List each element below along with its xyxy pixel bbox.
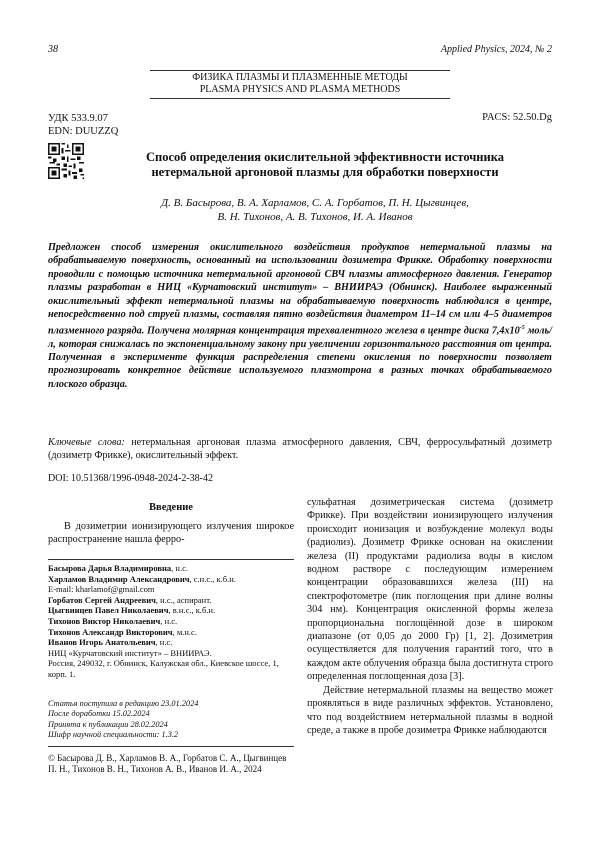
- author-info-line: [48, 584, 294, 595]
- author-details: Россия, 249032, г. Обнинск, Калужская обл., Киевское шоссе, 1, корп. 1.: [48, 658, 279, 679]
- author-details: , н.с.: [160, 615, 178, 626]
- author-info-line: [48, 605, 294, 616]
- author-info-line: [48, 627, 294, 638]
- qr-code-icon: [48, 143, 84, 179]
- author-name: Горбатов Сергей Андреевич: [48, 594, 156, 605]
- authors-line-1: Д. В. Басырова, В. А. Харламов, С. А. Горбатов, П. Н. Цыгвинцев,: [161, 197, 469, 209]
- abstract: [48, 241, 552, 391]
- pacs-code: PACS: 52.50.Dg: [482, 112, 552, 123]
- authors-line-2: В. Н. Тихонов, А. В. Тихонов, И. А. Иванов: [217, 211, 413, 223]
- section-heading-ru: ФИЗИКА ПЛАЗМЫ И ПЛАЗМЕННЫЕ МЕТОДЫ: [192, 72, 408, 83]
- intro-paragraph-2: Действие нетермальной плазмы на вещество может проявляться в виде различных эффектов. Установлено, что под воздействием нетермальной плазмы в водной среде, а также в пробе дозиметра Фрикке наблюдаются: [307, 684, 553, 736]
- author-details: , в.н.с., к.б.н.: [168, 605, 216, 616]
- abstract-text-2: моль/л, которая снижалась по экспоненциальному закону при увеличении горизонтального расстояния от центра. Полученная в эксперименте функция распределения степени окисления по поверхности позволяет прогнозировать конкретное действие используемого плазмотрона в разных точках обрабатываемого плоского образца.: [48, 325, 552, 390]
- keywords-label: Ключевые слова:: [48, 437, 125, 448]
- intro-text-right: [307, 496, 553, 737]
- journal-name: Applied Physics, 2024, № 2: [440, 44, 552, 55]
- copyright: © Басырова Д. В., Харламов В. А., Горбатов С. А., Цыгвинцев П. Н., Тихонов В. Н., Тихонов А. В., Иванов И. А., 2024: [48, 753, 287, 775]
- author-info-line: [48, 563, 294, 574]
- author-info-line: [48, 658, 294, 679]
- intro-text-left: В дозиметрии ионизирующего излучения широкое распространение нашла ферро-: [48, 521, 294, 546]
- intro-heading: Введение: [149, 502, 193, 513]
- edn-code: EDN: DUUZZQ: [48, 126, 119, 137]
- author-info-line: [48, 637, 294, 648]
- footnote-rule: [48, 559, 294, 560]
- author-name: Иванов Игорь Анатольевич: [48, 637, 156, 648]
- date-accepted: Принята к публикации 28.02.2024: [48, 719, 168, 729]
- abstract-exponent: -5: [519, 324, 525, 331]
- author-details: , н.с.: [155, 637, 173, 648]
- section-rule-bottom: [150, 98, 450, 99]
- keywords: [48, 436, 552, 463]
- author-name: Тихонов Александр Викторович: [48, 626, 173, 637]
- intro-paragraph-1: сульфатная дозиметрическая система (дозиметр Фрикке). При воздействии ионизирующего излучения происходит ионизация и возбуждение молекул воды (радиолиз). Дозиметр Фрикке основан на окислении железа (II) продуктами радиолиза воды в кислом водном растворе с последующим измерением концентрации образовавшихся железа (III) на спектрофотометре (пик поглощения при длине волны 304 нм). Концентрация окисленной формы железа пропорциональна поглощённой дозе в широком диапазоне (от 0,05 до 2000 Гр) [1, 2]. Дозиметрия осуществляется для получения гарантий того, что в каждом акте облучения образца была достигнута строго определенная поглощенная доза [3].: [307, 497, 553, 683]
- section-rule-top: [150, 70, 450, 71]
- author-info-line: [48, 616, 294, 627]
- article-authors: [80, 196, 550, 224]
- article-ids: [48, 112, 118, 138]
- article-title-line-1: Способ определения окислительной эффективности источника: [146, 150, 504, 164]
- author-details: E-mail: kharlamof@gmail.com: [48, 584, 155, 595]
- article-title: [100, 150, 550, 180]
- author-info-line: [48, 574, 294, 585]
- author-name: Харламов Владимир Александрович: [48, 573, 190, 584]
- author-details: , н.с., аспирант.: [155, 594, 212, 605]
- page-number: 38: [48, 44, 58, 55]
- udk-code: УДК 533.9.07: [48, 113, 108, 124]
- article-title-line-2: нетермальной аргоновой плазмы для обработки поверхности: [151, 165, 499, 179]
- date-revised: После доработки 15.02.2024: [48, 709, 150, 719]
- specialty-code: Шифр научной специальности: 1.3.2: [48, 730, 179, 740]
- date-received: Статья поступила в редакцию 23.01.2024: [48, 699, 199, 708]
- doi: DOI: 10.51368/1996-0948-2024-2-38-42: [48, 473, 213, 484]
- abstract-text-1: Предложен способ измерения окислительного воздействия продуктов нетермальной плазмы на обрабатываемую поверхность, основанный на использовании дозиметра Фрикке. Обработку поверхности проводили с помощью источника нетермальной аргоновой СВЧ плазмы атмосферного давления. Генератор плазмы разработан в НИЦ «Курчатовский институт» – ВНИИРАЭ (Обнинск). Наиболее выраженный окислительный эффект нетермальной плазмы на обрабатываемую поверхность наблюдался в центре, непосредственно под струей плазмы, составляя пятно воздействия диаметром 11–14 см или 4–5 диаметров плазменного разряда. Получена молярная концентрация трехвалентного железа в центре диска 7,4х10: [48, 242, 552, 337]
- author-details: НИЦ «Курчатовский институт» – ВНИИРАЭ.: [48, 647, 212, 658]
- section-heading: [150, 72, 450, 96]
- article-dates: [48, 699, 294, 741]
- authors-info: [48, 563, 294, 680]
- author-info-line: [48, 648, 294, 659]
- author-name: Цыгвинцев Павел Николаевич: [48, 605, 169, 616]
- author-name: Тихонов Виктор Николаевич: [48, 615, 161, 626]
- author-name: Басырова Дарья Владимировна: [48, 563, 172, 573]
- keywords-text: нетермальная аргоновая плазма атмосферного давления, СВЧ, ферросульфатный дозиметр (дозиметр Фрикке), окислительный эффект.: [48, 437, 552, 462]
- section-heading-en: PLASMA PHYSICS AND PLASMA METHODS: [199, 84, 401, 95]
- author-details: , н.с.: [171, 563, 188, 573]
- copyright-rule: [48, 746, 294, 747]
- author-info-line: [48, 595, 294, 606]
- author-details: , с.н.с., к.б.н.: [189, 573, 236, 584]
- author-details: , м.н.с.: [172, 626, 197, 637]
